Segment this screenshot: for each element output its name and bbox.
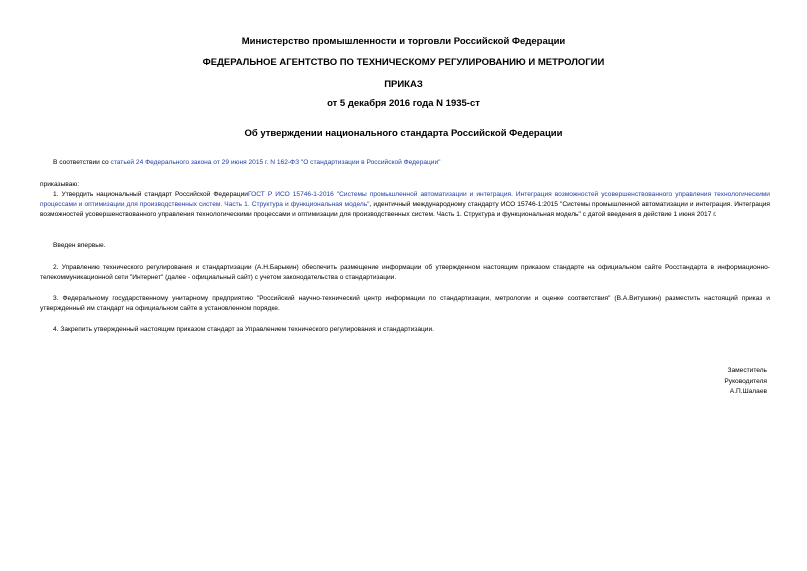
document-title: Об утверждении национального стандарта Российской Федерации	[244, 128, 563, 139]
intro-prefix: В соответствии со	[53, 159, 111, 166]
item-4-paragraph: 4. Закрепить утвержденный настоящим приказом стандарт за Управлением технического регулирования и стандартизации.	[53, 326, 434, 333]
doc-type-heading: ПРИКАЗ	[384, 79, 423, 90]
first-time-note: Введен впервые.	[53, 242, 106, 249]
intro-paragraph	[40, 158, 770, 168]
ministry-heading: Министерство промышленности и торговли Российской Федерации	[241, 36, 566, 47]
gost-link[interactable]: ГОСТ Р ИСО 15746-1-2016 "Системы промышленной автоматизации и интеграция. Интеграция возможностей усовершенствованного управления технологическими процессами и оптимизации для производственных систем. Часть 1. Структура и функциональная модель"	[40, 191, 770, 208]
item-3-paragraph: 3. Федеральному государственному унитарному предприятию "Российский научно-технический центр информации по стандартизации, метрологии и оценке соответствия" (В.А.Витушкин) разместить настоящий приказ и утвержденный им стандарт на официальном сайте в установленном порядке.	[40, 295, 770, 312]
item-1-paragraph	[40, 190, 770, 220]
signature-block	[647, 366, 767, 398]
item-1-suffix: , идентичный международному стандарту ИСО 15746-1:2015 "Системы промышленной автоматизации и интеграция. Интеграция возможностей усовершенствованного управления технологическими процессами и оптимизации для производственных систем. Часть 1. Структура и функциональная модель" с датой введения в действие 1 июня 2017 г.	[40, 201, 770, 218]
order-word: приказываю:	[40, 181, 80, 188]
agency-heading: ФЕДЕРАЛЬНОЕ АГЕНТСТВО ПО ТЕХНИЧЕСКОМУ РЕГУЛИРОВАНИЮ И МЕТРОЛОГИИ	[202, 57, 605, 68]
item-2-paragraph: 2. Управлению технического регулирования и стандартизации (А.Н.Барыкин) обеспечить размещение информации об утвержденном настоящим приказом стандарте на официальном сайте Росстандарта в информационно-телекоммуникационной сети "Интернет" (далее - официальный сайт) с учетом законодательства о стандартизации.	[40, 264, 770, 281]
signature-position-1: Заместитель	[727, 367, 767, 374]
signature-name: А.П.Шалаев	[729, 388, 767, 395]
date-number-heading: от 5 декабря 2016 года N 1935-ст	[327, 98, 480, 109]
item-1-prefix: 1. Утвердить национальный стандарт Российской Федерации	[53, 191, 248, 198]
signature-position-2: Руководителя	[724, 377, 767, 385]
law-link[interactable]: статьей 24 Федерального закона от 29 июня 2015 г. N 162-ФЗ "О стандартизации в Российской Федерации"	[110, 159, 441, 166]
